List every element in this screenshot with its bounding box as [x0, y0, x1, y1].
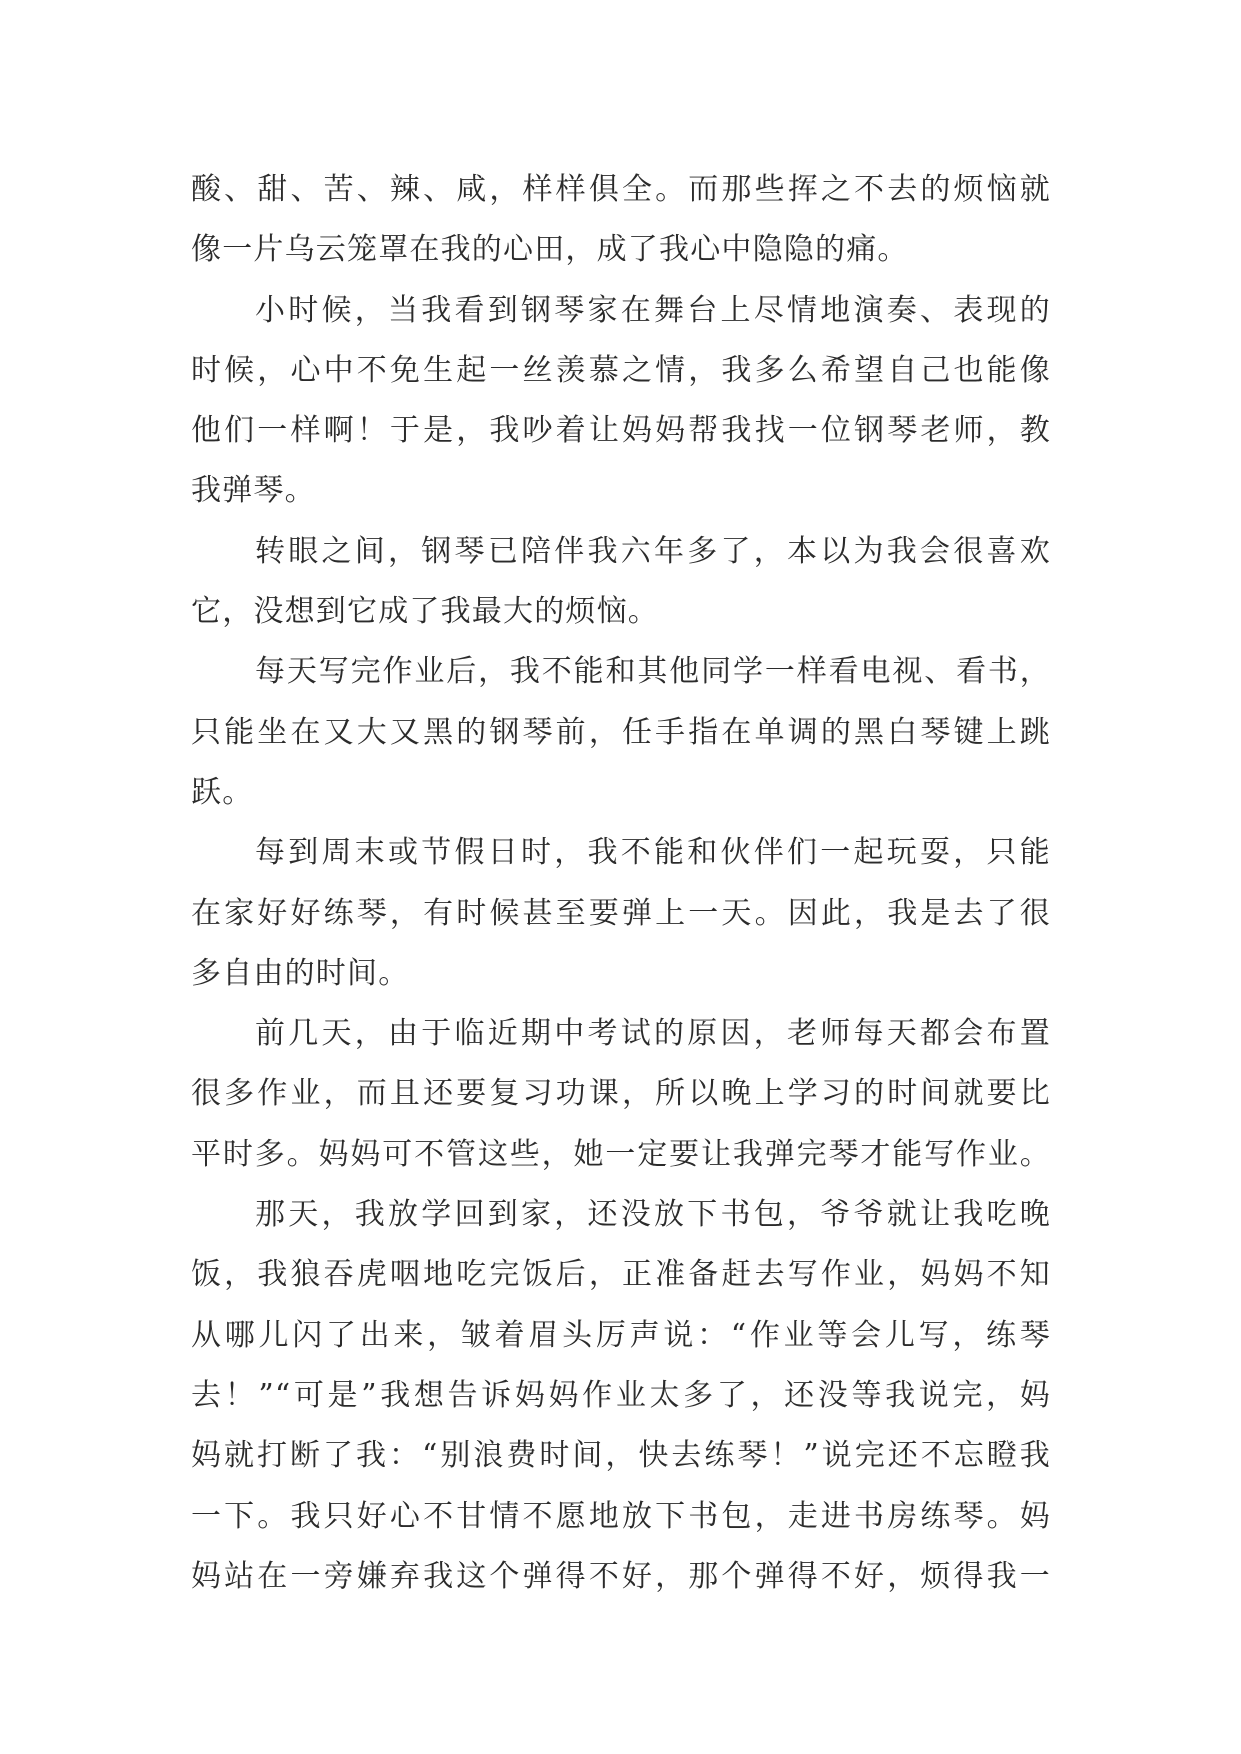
text-line: 平时多。妈妈可不管这些，她一定要让我弹完琴才能写作业。 — [191, 1136, 1051, 1172]
text-line: 时候，心中不免生起一丝羡慕之情，我多么希望自己也能像 — [191, 352, 1051, 388]
text-line: 小时候，当我看到钢琴家在舞台上尽情地演奏、表现的 — [255, 292, 1051, 328]
text-line: 每天写完作业后，我不能和其他同学一样看电视、看书， — [255, 654, 1051, 690]
essay-body — [191, 160, 1051, 1607]
text-line: 前几天，由于临近期中考试的原因，老师每天都会布置 — [255, 1016, 1051, 1052]
text-line: 跃。 — [191, 774, 254, 810]
text-line: 去！”“可是”我想告诉妈妈作业太多了，还没等我说完，妈 — [191, 1377, 1051, 1413]
text-line: 妈站在一旁嫌弃我这个弹得不好，那个弹得不好，烦得我一 — [191, 1558, 1051, 1594]
text-line: 每到周末或节假日时，我不能和伙伴们一起玩耍，只能 — [255, 835, 1051, 871]
text-line: 我弹琴。 — [191, 473, 316, 509]
text-line: 饭，我狼吞虎咽地吃完饭后，正准备赶去写作业，妈妈不知 — [191, 1257, 1051, 1293]
text-line: 他们一样啊！于是，我吵着让妈妈帮我找一位钢琴老师，教 — [191, 413, 1051, 449]
text-line: 那天，我放学回到家，还没放下书包，爷爷就让我吃晚 — [255, 1197, 1051, 1233]
text-line: 妈就打断了我：“别浪费时间，快去练琴！”说完还不忘瞪我 — [191, 1438, 1051, 1474]
text-line: 像一片乌云笼罩在我的心田，成了我心中隐隐的痛。 — [191, 232, 909, 268]
text-line: 很多作业，而且还要复习功课，所以晚上学习的时间就要比 — [191, 1076, 1051, 1112]
text-line: 一下。我只好心不甘情不愿地放下书包，走进书房练琴。妈 — [191, 1498, 1051, 1534]
text-line: 酸、甜、苦、辣、咸，样样俱全。而那些挥之不去的烦恼就 — [191, 172, 1051, 207]
text-line: 只能坐在又大又黑的钢琴前，任手指在单调的黑白琴键上跳 — [191, 714, 1051, 750]
text-line: 它，没想到它成了我最大的烦恼。 — [191, 594, 659, 630]
text-line: 从哪儿闪了出来，皱着眉头厉声说：“作业等会儿写，练琴 — [191, 1317, 1051, 1353]
text-line: 转眼之间，钢琴已陪伴我六年多了，本以为我会很喜欢 — [255, 533, 1051, 569]
text-line: 在家好好练琴，有时候甚至要弹上一天。因此，我是去了很 — [191, 895, 1051, 931]
text-line: 多自由的时间。 — [191, 955, 410, 991]
